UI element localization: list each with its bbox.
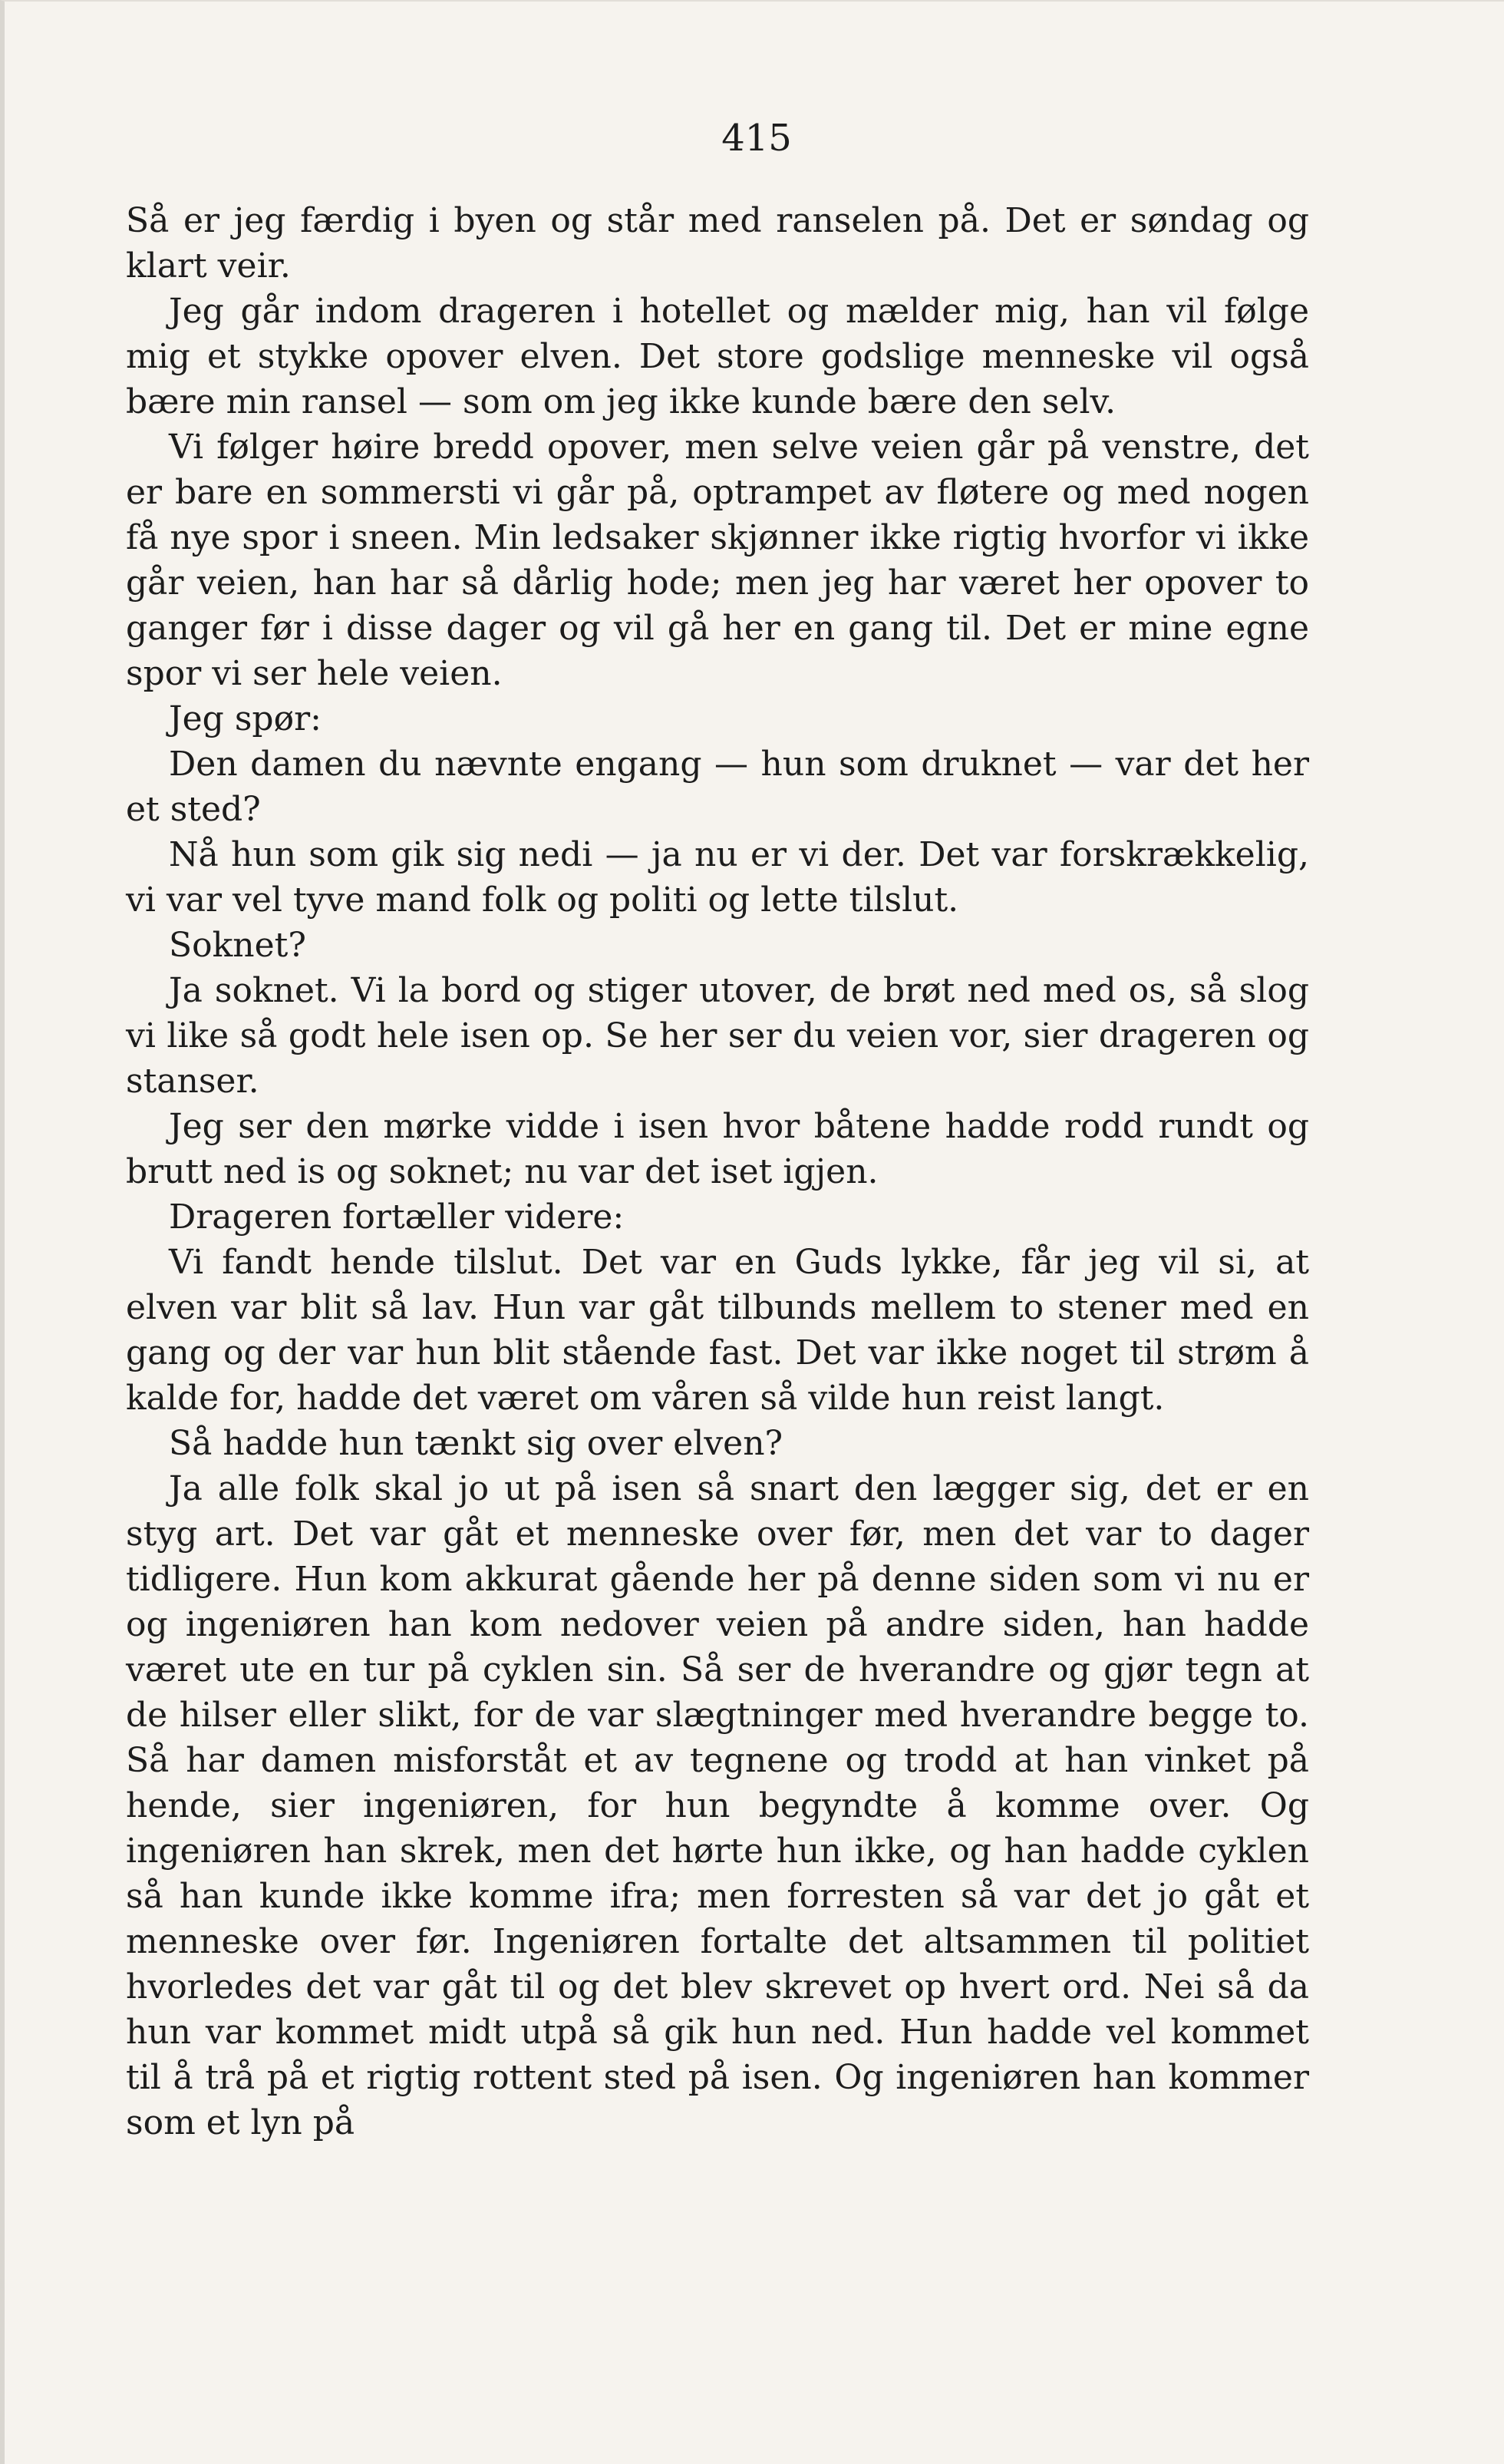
paragraph: Så er jeg færdig i byen og står med ranselen på. Det er søndag og klart veir. [126,201,1309,286]
paragraph: Ja soknet. Vi la bord og stiger utover, de brøt ned med os, så slog vi like så godt hele isen op. Se her ser du veien vor, sier drageren og stanser. [126,971,1309,1101]
paragraph: Jeg går indom drageren i hotellet og mælder mig, han vil følge mig et stykke opover elven. Det store godslige menneske vil også bære min ransel — som om jeg ikke kunde bære den selv. [126,292,1309,421]
paragraph: Jeg ser den mørke vidde i isen hvor båtene hadde rodd rundt og brutt ned is og soknet; nu var det iset igjen. [126,1107,1309,1191]
paragraph: Drageren fortæller videre: [169,1197,625,1237]
paragraph: Så hadde hun tænkt sig over elven? [169,1424,783,1463]
paragraph: Vi fandt hende tilslut. Det var en Guds lykke, får jeg vil si, at elven var blit så lav. Hun var gåt tilbunds mellem to stener med en gang og der var hun blit stående fast. Det var ikke noget til strøm å kalde for, hadde det været om våren så vilde hun reist langt. [126,1243,1309,1418]
paragraph: Soknet? [169,926,306,965]
paragraph: Nå hun som gik sig nedi — ja nu er vi der. Det var forskrækkelig, vi var vel tyve mand folk og politi og lette tilslut. [126,835,1309,920]
paragraph: Jeg spør: [169,699,322,738]
page-number: 415 [721,117,792,160]
paragraph: Ja alle folk skal jo ut på isen så snart den lægger sig, det er en styg art. Det var gåt et menneske over før, men det var to dager tidligere. Hun kom akkurat gående her på denne siden som vi nu er og ingeniøren han kom nedover veien på andre siden, han hadde været ute en tur på cyklen sin. Så ser de hverandre og gjør tegn at de hilser eller slikt, for de var slægtninger med hverandre begge to. Så har damen misforståt et av tegnene og trodd at han vinket på hende, sier ingeniøren, for hun begyndte å komme over. Og ingeniøren han skrek, men det hørte hun ikke, og han hadde cyklen så han kunde ikke komme ifra; men forresten så var det jo gåt et menneske over før. Ingeniøren fortalte det altsammen til politiet hvorledes det var gåt til og det blev skrevet op hvert ord. Nei så da hun var kommet midt utpå så gik hun ned. Hun hadde vel kommet til å trå på et rigtig rottent sted på isen. Og ingeniøren han kommer som et lyn på [126,1469,1309,2142]
paragraph: Vi følger høire bredd opover, men selve veien går på venstre, det er bare en sommersti vi går på, optrampet av fløtere og med nogen få nye spor i sneen. Min ledsaker skjønner ikke rigtig hvorfor vi ikke går veien, han har så dårlig hode; men jeg har været her opover to ganger før i disse dager og vil gå her en gang til. Det er mine egne spor vi ser hele veien. [126,428,1309,693]
body-text [126,198,1309,2145]
paragraph: Den damen du nævnte engang — hun som druknet — var det her et sted? [126,745,1309,829]
